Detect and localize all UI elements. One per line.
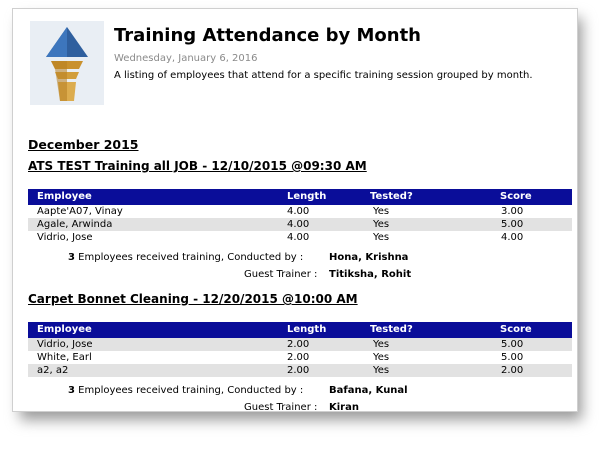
guest-trainer-label: Guest Trainer : <box>244 269 318 280</box>
attendance-table <box>28 189 572 244</box>
column-header-score: Score <box>500 324 532 335</box>
cell-length: 4.00 <box>287 206 310 217</box>
conductor-name: Bafana, Kunal <box>329 385 408 396</box>
column-header-employee: Employee <box>37 191 92 202</box>
cell-score: 2.00 <box>501 365 524 376</box>
cell-tested: Yes <box>373 352 390 363</box>
cell-score: 5.00 <box>501 219 524 230</box>
guest-trainer-name: Titiksha, Rohit <box>329 269 412 280</box>
table-row <box>28 231 572 244</box>
cell-employee: Vidrio, Jose <box>37 339 93 350</box>
column-header-length: Length <box>287 324 327 335</box>
cell-length: 2.00 <box>287 365 310 376</box>
cell-tested: Yes <box>373 219 390 230</box>
table-header <box>28 322 572 338</box>
cell-score: 5.00 <box>501 352 524 363</box>
cell-tested: Yes <box>373 232 390 243</box>
cell-employee: White, Earl <box>37 352 92 363</box>
attendance-table <box>28 322 572 377</box>
column-header-tested: Tested? <box>370 191 413 202</box>
column-header-score: Score <box>500 191 532 202</box>
table-row <box>28 205 572 218</box>
cell-tested: Yes <box>373 206 390 217</box>
cell-employee: Agale, Arwinda <box>37 219 113 230</box>
cell-employee: Vidrio, Jose <box>37 232 93 243</box>
guest-trainer-label: Guest Trainer : <box>244 402 318 412</box>
employee-count: 3 <box>68 385 75 396</box>
guest-trainer-name: Kiran <box>329 402 359 412</box>
cell-length: 4.00 <box>287 219 310 230</box>
report-title: Training Attendance by Month <box>114 25 421 46</box>
summary-text: Employees received training, Conducted by : <box>78 385 304 396</box>
column-header-length: Length <box>287 191 327 202</box>
cell-score: 5.00 <box>501 339 524 350</box>
report-date: Wednesday, January 6, 2016 <box>114 53 258 64</box>
conductor-name: Hona, Krishna <box>329 252 409 263</box>
table-row <box>28 218 572 231</box>
employee-count: 3 <box>68 252 75 263</box>
summary-text: Employees received training, Conducted by : <box>78 252 304 263</box>
column-header-employee: Employee <box>37 324 92 335</box>
session-summary <box>68 385 303 396</box>
cell-score: 4.00 <box>501 232 524 243</box>
cell-length: 4.00 <box>287 232 310 243</box>
month-heading: December 2015 <box>28 137 139 152</box>
company-logo <box>30 21 104 105</box>
session-title: Carpet Bonnet Cleaning - 12/20/2015 @10:00 AM <box>28 292 358 306</box>
table-row <box>28 364 572 377</box>
table-row <box>28 351 572 364</box>
table-row <box>28 338 572 351</box>
cell-employee: Aapte'A07, Vinay <box>37 206 123 217</box>
report-page <box>12 8 578 412</box>
cell-length: 2.00 <box>287 352 310 363</box>
table-header <box>28 189 572 205</box>
session-title: ATS TEST Training all JOB - 12/10/2015 @09:30 AM <box>28 159 367 173</box>
cell-employee: a2, a2 <box>37 365 69 376</box>
cell-tested: Yes <box>373 365 390 376</box>
session-summary <box>68 252 303 263</box>
cell-length: 2.00 <box>287 339 310 350</box>
column-header-tested: Tested? <box>370 324 413 335</box>
cell-score: 3.00 <box>501 206 524 217</box>
report-description: A listing of employees that attend for a specific training session grouped by month. <box>114 70 533 81</box>
cell-tested: Yes <box>373 339 390 350</box>
